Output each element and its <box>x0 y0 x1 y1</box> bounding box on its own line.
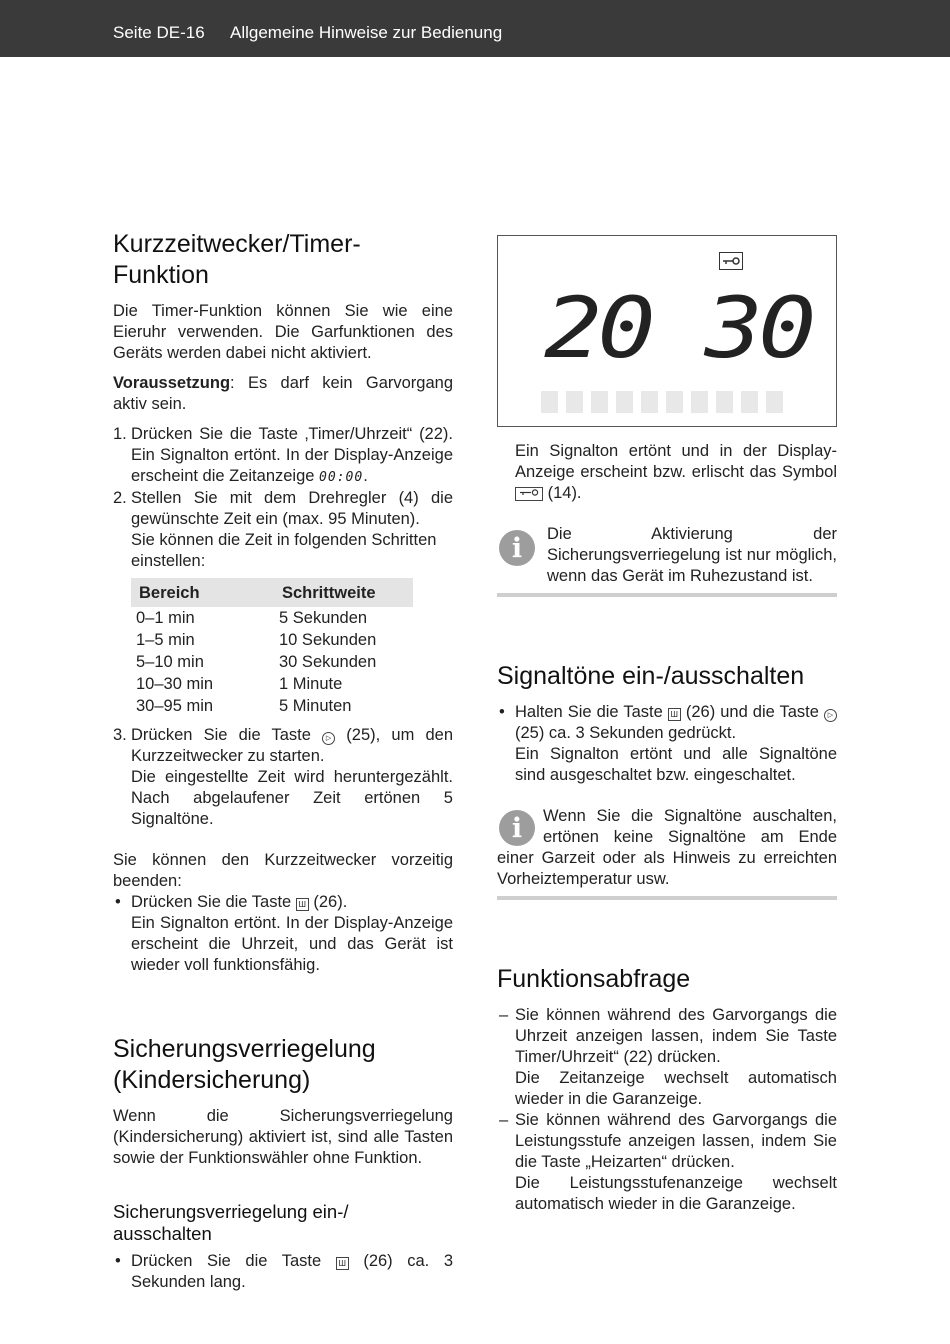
step-number: 3. <box>113 726 127 744</box>
step-text-2: Sie können die Zeit in folgenden Schritten einstellen: <box>131 531 437 570</box>
display-segments <box>541 391 791 419</box>
prerequisite-label: Voraussetzung <box>113 374 231 392</box>
segment <box>716 391 733 413</box>
timer-prerequisite <box>113 373 453 415</box>
segment <box>741 391 758 413</box>
early-stop-list <box>113 892 453 976</box>
step-number: 1. <box>113 425 127 443</box>
step-text-2: Die eingestellte Zeit wird heruntergezählt. Nach abgelaufener Zeit ertönen 5 Signaltöne. <box>131 768 453 828</box>
step-text: Drücken Sie die Taste <box>131 726 311 744</box>
table-cell: 10 Sekunden <box>279 631 377 649</box>
segment <box>616 391 633 413</box>
bullet-text: Drücken Sie die Taste <box>131 1252 322 1270</box>
signal-heading: Signaltöne ein-/ausschalten <box>497 662 805 690</box>
lock-continuation <box>497 441 837 504</box>
right-column <box>497 441 837 1215</box>
continuation-text: Ein Signalton ertönt und in der Display-Anzeige erscheint bzw. erlischt das Symbol <box>515 442 837 481</box>
bullet-text: Drücken Sie die Taste <box>131 893 292 911</box>
bullet-text-2: Ein Signalton ertönt und alle Signaltöne sind ausgeschaltet bzw. eingeschaltet. <box>515 745 837 784</box>
timer-steps <box>113 424 453 572</box>
page-number: Seite DE-16 <box>113 23 205 42</box>
step-text: Drücken Sie die Taste ‚Timer/Uhrzeit“ (22). Ein Signalton ertönt. In der Display-Anzeige erscheint die Zeitanzeige <box>131 425 453 485</box>
table-cell: 5 Sekunden <box>279 609 368 627</box>
key-lock-icon <box>719 252 743 270</box>
func-list <box>497 1005 837 1215</box>
segment <box>641 391 658 413</box>
key-symbol-icon <box>515 487 543 501</box>
bullet-text: (26). <box>313 893 348 911</box>
note-text: Wenn Sie die Signaltöne auschalten, ertönen keine Signaltöne am Ende einer Garzeit oder als Hinweis zu erreichten Vorheiztemperatur usw. <box>497 807 837 888</box>
lock-heading <box>113 1034 453 1096</box>
item-text-2: Die Zeitanzeige wechselt automatisch wieder in die Garanzeige. <box>515 1069 837 1108</box>
step-2 <box>113 488 453 572</box>
step-1: 1. Drücken Sie die Taste ‚Timer/Uhrzeit“ (22). Ein Signalton ertönt. In der Display-Anzeige erscheint die Zeitanzeige 00:00. <box>113 425 453 485</box>
early-stop-text: Sie können den Kurzzeitwecker vorzeitig beenden: <box>113 851 453 890</box>
segment <box>591 391 608 413</box>
segment <box>566 391 583 413</box>
lock-subheading <box>113 1201 453 1245</box>
bullet: • <box>115 1252 121 1270</box>
timer-intro: Die Timer-Funktion können Sie wie eine Eieruhr verwenden. Die Garfunktionen des Geräts werden dabei nicht aktiviert. <box>113 302 453 362</box>
table-row <box>131 673 413 695</box>
table-cell: 30–95 min <box>136 697 214 715</box>
lock-note <box>497 524 837 597</box>
step-number: 2. <box>113 489 127 507</box>
play-button-icon: ▷ <box>824 709 837 722</box>
item-text: Sie können während des Garvorgangs die Leistungsstufe anzeigen lassen, indem Sie die Taste „Heizarten“ drücken. <box>515 1111 837 1171</box>
page-header <box>0 0 950 57</box>
lock-intro: Wenn die Sicherungsverriegelung (Kindersicherung) aktiviert ist, sind alle Tasten sowie der Funktionswähler ohne Funktion. <box>113 1107 453 1167</box>
signal-note <box>497 806 837 900</box>
play-button-icon: ▷ <box>322 732 335 745</box>
lock-list <box>113 1251 453 1293</box>
table-header-row <box>131 578 413 607</box>
table-row <box>131 629 413 651</box>
continuation-text: (14). <box>547 484 582 502</box>
table-cell: 10–30 min <box>136 675 214 693</box>
left-column <box>113 229 453 1293</box>
segment <box>666 391 683 413</box>
timer-steps-cont <box>113 725 453 830</box>
lock-subheading-line2: ausschalten <box>113 1223 212 1244</box>
table-header: Bereich <box>131 578 274 607</box>
bullet: • <box>115 893 121 911</box>
prerequisite-text: : Es darf kein Garvorgang aktiv sein. <box>113 374 453 413</box>
table-cell: 5–10 min <box>136 653 204 671</box>
step-table <box>131 578 413 717</box>
lock-subheading-line1: Sicherungsverriegelung ein-/ <box>113 1201 349 1222</box>
bullet-text: (26) ca. 3 Sekunden lang. <box>131 1252 453 1291</box>
table-cell: 1–5 min <box>136 631 195 649</box>
table-cell: 30 Sekunden <box>279 653 377 671</box>
list-item <box>113 892 453 976</box>
square-button-icon: Ш <box>336 1257 349 1270</box>
display-illustration <box>497 235 837 427</box>
item-text: Sie können während des Garvorgangs die Uhrzeit anzeigen lassen, indem Sie Taste Timer/Uhrzeit“ (22) drücken. <box>515 1006 837 1066</box>
square-button-icon: Ш <box>668 708 681 721</box>
bullet-text: (26) und die Taste <box>685 703 819 721</box>
segment <box>541 391 558 413</box>
bullet-text-2: Ein Signalton ertönt. In der Display-Anzeige erscheint die Uhrzeit, und das Gerät ist wieder voll funktionsfähig. <box>131 914 453 974</box>
table-row <box>131 651 413 673</box>
list-item <box>113 1251 453 1293</box>
info-icon: i <box>499 530 535 566</box>
square-button-icon: Ш <box>296 898 309 911</box>
segment <box>766 391 783 413</box>
table-cell: 0–1 min <box>136 609 195 627</box>
segment <box>691 391 708 413</box>
bullet-text: (25) ca. 3 Sekunden gedrückt. <box>515 724 737 742</box>
list-item <box>497 1110 837 1215</box>
bullet-text: Halten Sie die Taste <box>515 703 663 721</box>
signal-list <box>497 702 837 786</box>
table-cell: 1 Minute <box>279 675 343 693</box>
table-row <box>131 607 413 629</box>
step-3 <box>113 725 453 830</box>
table-header: Schrittweite <box>274 578 413 607</box>
timer-heading: Kurzzeitwecker/Timer-Funktion <box>113 230 361 289</box>
lock-heading-line1: Sicherungsverriegelung <box>113 1035 376 1063</box>
lcd-time-text: 00:00 <box>319 470 364 485</box>
info-icon: i <box>499 810 535 846</box>
table-cell: 5 Minuten <box>279 697 352 715</box>
table-row <box>131 695 413 717</box>
func-heading: Funktionsabfrage <box>497 965 691 993</box>
dash: – <box>499 1006 509 1024</box>
list-item <box>497 1005 837 1110</box>
note-text: Die Aktivierung der Sicherungsverriegelung ist nur möglich, wenn das Gerät im Ruhezustand ist. <box>547 525 837 585</box>
header-title: Allgemeine Hinweise zur Bedienung <box>230 23 503 42</box>
lock-heading-line2: (Kindersicherung) <box>113 1066 311 1094</box>
display-digits: 20 30 <box>544 279 812 377</box>
item-text-2: Die Leistungsstufenanzeige wechselt automatisch wieder in die Garanzeige. <box>515 1174 837 1213</box>
step-text: Stellen Sie mit dem Drehregler (4) die gewünschte Zeit ein (max. 95 Minuten). <box>131 489 453 528</box>
step-text: (25), um den Kurzzeitwecker zu starten. <box>131 726 454 765</box>
list-item <box>497 702 837 786</box>
bullet: • <box>499 703 505 721</box>
dash: – <box>499 1111 509 1129</box>
